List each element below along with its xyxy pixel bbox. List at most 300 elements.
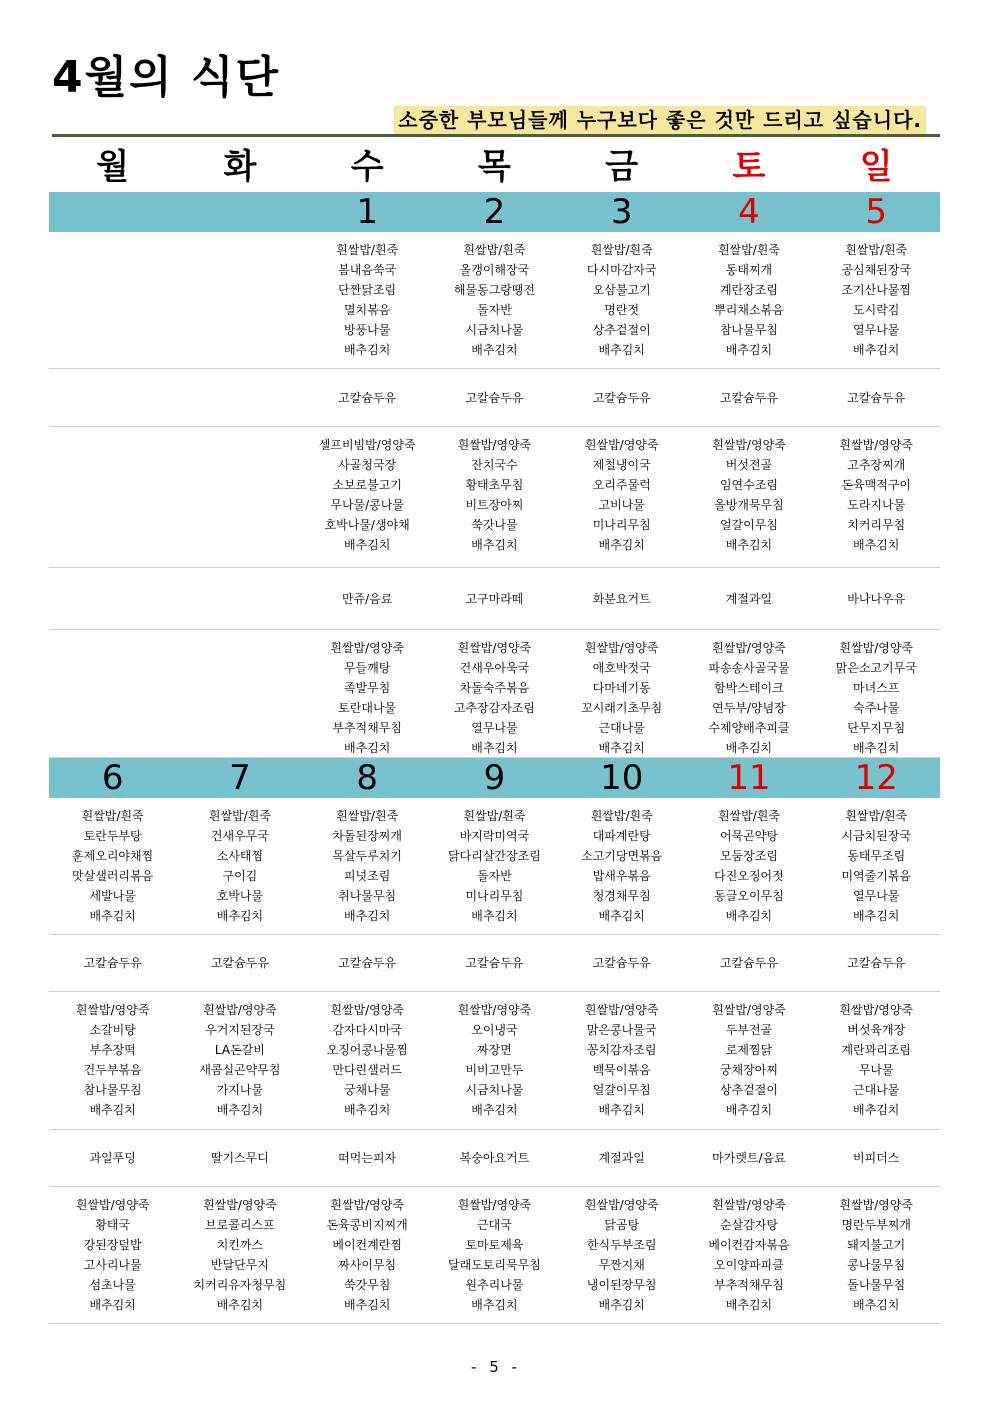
menu-item: 무나물 [858, 1063, 894, 1077]
menu-item: 단무지무침 [847, 721, 906, 735]
menu-item: 모둠장조림 [719, 849, 778, 863]
snack-item: 고칼슘두유 [592, 390, 651, 405]
meal-row [49, 427, 940, 568]
menu-item: 계란장조림 [719, 283, 778, 297]
menu-item: 올방개묵무침 [714, 498, 784, 512]
menu-item: 배추김치 [471, 538, 518, 552]
meal-row [49, 1187, 940, 1324]
menu-item: 잔치국수 [471, 458, 518, 472]
menu-item: 세발나물 [89, 889, 136, 903]
menu-item: 새콤실곤약무침 [199, 1063, 281, 1077]
menu-item: 동태찌개 [725, 263, 773, 277]
date-cell: 5 [865, 192, 888, 232]
menu-item: 흰쌀밥/흰죽 [845, 809, 908, 823]
snack-cell [558, 369, 685, 426]
meal-cell [49, 1000, 176, 1129]
date-cell: 2 [483, 192, 506, 232]
menu-item: 냉이된장무침 [586, 1278, 657, 1292]
menu-item: 짜장면 [477, 1043, 512, 1057]
menu-item: 흰쌀밥/영양죽 [584, 1198, 659, 1212]
menu-item: 소갈비탕 [89, 1023, 136, 1037]
snack-row [49, 935, 940, 992]
meal-cell [813, 1000, 940, 1129]
meal-cell [49, 240, 176, 368]
meal-cell [558, 240, 685, 368]
snack-item: 고칼슘두유 [465, 956, 524, 970]
menu-item: 다시마감자국 [586, 263, 657, 277]
snack-item: 고칼슘두유 [719, 956, 778, 970]
menu-item: 흰쌀밥/영양죽 [457, 1198, 532, 1212]
menu-item: 오삼불고기 [592, 283, 651, 297]
snack-cell [176, 935, 303, 991]
menu-item: 배추김치 [853, 343, 900, 357]
menu-item: 배추김치 [725, 741, 773, 755]
menu-item: 반달단무지 [210, 1258, 269, 1272]
menu-item: 시금치된장국 [841, 829, 911, 843]
menu-item: 셀프비빔밥/영양죽 [318, 438, 416, 452]
snack-cell [49, 369, 176, 426]
meal-row [49, 798, 940, 935]
snack-item: 화분요거트 [592, 591, 651, 606]
snack-item: 고칼슘두유 [338, 390, 397, 405]
menu-item: 돌자반 [477, 869, 512, 883]
menu-item: 치킨까스 [216, 1238, 264, 1252]
weekday-fri: 금 [605, 147, 639, 187]
snack-item: 고칼슘두유 [719, 390, 778, 405]
menu-item: 배추김치 [89, 1298, 136, 1312]
date-cell: 1 [356, 192, 378, 232]
menu-item: 궁채나물 [343, 1083, 391, 1097]
week-1-date-band [49, 192, 940, 232]
snack-item: 비피더스 [853, 1151, 900, 1165]
meal-cell [431, 806, 558, 934]
menu-item: 흰쌀밥/영양죽 [75, 1198, 150, 1212]
menu-item: 버섯육개장 [847, 1023, 906, 1037]
week-1-menu-grid [49, 232, 940, 758]
meal-cell [431, 1195, 558, 1323]
meal-cell [431, 435, 558, 567]
snack-cell [431, 568, 558, 629]
snack-item: 만쥬/음료 [341, 591, 393, 606]
menu-item: 조기산나물찜 [841, 283, 911, 297]
meal-cell [431, 1000, 558, 1129]
menu-item: 한식두부조림 [586, 1238, 657, 1252]
menu-item: 쑥갓나물 [471, 518, 518, 532]
date-cell: 12 [854, 758, 898, 798]
snack-item: 고칼슘두유 [338, 956, 397, 970]
menu-item: 차돌된장찌개 [332, 829, 402, 843]
snack-item: 고구마라떼 [465, 591, 524, 606]
menu-item: 흰쌀밥/영양죽 [839, 438, 914, 452]
menu-item: 도라지나물 [847, 498, 906, 512]
date-cell: 8 [356, 758, 378, 798]
menu-item: 멸치볶음 [343, 303, 391, 317]
weekday-sun: 일 [859, 147, 893, 187]
menu-item: 배추김치 [725, 1103, 773, 1117]
menu-item: 배추김치 [216, 1298, 264, 1312]
snack-item: 과일푸딩 [89, 1151, 136, 1165]
menu-item: 배추김치 [343, 909, 391, 923]
menu-item: 명란젓 [604, 303, 640, 317]
menu-item: 배추김치 [343, 343, 391, 357]
week-2-date-band [49, 758, 940, 798]
meal-cell [685, 1000, 812, 1129]
menu-item: 배추김치 [598, 741, 645, 755]
snack-cell [813, 568, 940, 629]
menu-item: 순살감자탕 [719, 1218, 778, 1232]
menu-item: 부추적채무침 [714, 1278, 784, 1292]
menu-item: 흰쌀밥/흰죽 [336, 809, 399, 823]
menu-item: 돌나물무침 [847, 1278, 906, 1292]
meal-row [49, 630, 940, 758]
menu-item: 어묵곤약탕 [719, 829, 778, 843]
menu-item: 강된장덮밥 [83, 1238, 142, 1252]
menu-item: 시금치나물 [465, 1083, 524, 1097]
menu-item: 배추김치 [89, 1103, 136, 1117]
menu-item: 흰쌀밥/흰죽 [590, 809, 653, 823]
menu-item: 고사리나물 [83, 1258, 142, 1272]
menu-item: 맛살샐러리볶음 [72, 869, 154, 883]
meal-row [49, 992, 940, 1130]
menu-item: 흰쌀밥/흰죽 [463, 809, 526, 823]
menu-item: 흰쌀밥/영양죽 [712, 438, 786, 452]
menu-item: 숙주나물 [853, 701, 900, 715]
menu-item: 건두부볶음 [83, 1063, 142, 1077]
menu-item: 제철냉이국 [592, 458, 651, 472]
menu-item: 피넛조림 [343, 869, 391, 883]
menu-item: 흰쌀밥/영양죽 [712, 1198, 786, 1212]
menu-item: 토마토제육 [465, 1238, 524, 1252]
snack-item: 떠먹는피자 [338, 1151, 397, 1165]
menu-item: 비트장아찌 [465, 498, 524, 512]
menu-item: 흰쌀밥/영양죽 [839, 641, 914, 655]
menu-item: 부추적채무침 [332, 721, 402, 735]
menu-item: 연두부/양념장 [712, 701, 786, 715]
meal-cell [176, 638, 303, 757]
menu-item: 돼지불고기 [847, 1238, 906, 1252]
menu-item: 흰쌀밥/영양죽 [330, 1003, 404, 1017]
menu-item: 동태무조림 [847, 849, 906, 863]
menu-item: 소보로불고기 [332, 478, 402, 492]
menu-item: 돈육맥적구이 [841, 478, 911, 492]
menu-item: 건새우아욱국 [459, 661, 530, 675]
menu-item: 해물동그랑땡전 [453, 283, 535, 297]
menu-item: 흰쌀밥/영양죽 [712, 1003, 786, 1017]
snack-row [49, 369, 940, 427]
snack-row [49, 568, 940, 630]
date-cell: 4 [738, 192, 760, 232]
meal-cell [176, 435, 303, 567]
menu-item: 애호박젓국 [592, 661, 651, 675]
menu-item: 참나물무침 [719, 323, 778, 337]
meal-cell [685, 435, 812, 567]
snack-cell [685, 935, 812, 991]
menu-item: 무나물/콩나물 [330, 498, 404, 512]
menu-item: 소사태찜 [216, 849, 264, 863]
menu-item: 토란대나물 [338, 701, 397, 715]
menu-item: 공심채된장국 [841, 263, 911, 277]
menu-item: 미역줄기볶음 [841, 869, 911, 883]
menu-item: 백묵이볶음 [592, 1063, 651, 1077]
menu-item: 오이냉국 [471, 1023, 518, 1037]
menu-item: 흰쌀밥/영양죽 [584, 641, 659, 655]
meal-cell [558, 1000, 685, 1129]
snack-item: 딸기스무디 [210, 1151, 269, 1165]
menu-item: 고비나물 [598, 498, 645, 512]
page-title: 4월의 식단 [52, 52, 280, 103]
menu-item: 청경채무침 [592, 889, 651, 903]
menu-item: 토란두부탕 [83, 829, 142, 843]
menu-item: 배추김치 [471, 1103, 518, 1117]
menu-item: 가지나물 [216, 1083, 264, 1097]
menu-item: 배추김치 [853, 538, 900, 552]
snack-cell [813, 935, 940, 991]
menu-item: 배추김치 [598, 343, 645, 357]
menu-item: 흰쌀밥/흰죽 [590, 243, 653, 257]
menu-item: 시금치나물 [465, 323, 524, 337]
menu-item: 배추김치 [853, 1103, 900, 1117]
menu-item: 흰쌀밥/영양죽 [457, 438, 532, 452]
weekday-wed: 수 [350, 147, 384, 187]
meal-cell [813, 806, 940, 934]
meal-cell [685, 240, 812, 368]
snack-cell [49, 568, 176, 629]
menu-item: 흰쌀밥/흰죽 [463, 243, 526, 257]
meal-cell [176, 240, 303, 368]
snack-cell [558, 568, 685, 629]
menu-item: 상추겉절이 [592, 323, 651, 337]
menu-item: 열무나물 [853, 889, 900, 903]
date-cell: 7 [229, 758, 251, 798]
date-cell: 6 [101, 758, 124, 798]
menu-item: 달래도토리묵무침 [448, 1258, 541, 1272]
snack-cell [176, 568, 303, 629]
menu-item: 배추김치 [216, 909, 264, 923]
snack-cell [431, 1130, 558, 1186]
date-cell: 10 [600, 758, 644, 798]
menu-item: 마녀스프 [853, 681, 900, 695]
menu-item: LA돈갈비 [214, 1043, 265, 1057]
menu-item: 닭곰탕 [604, 1218, 640, 1232]
menu-item: 흰쌀밥/흰죽 [81, 809, 144, 823]
snack-cell [558, 935, 685, 991]
menu-item: 배추김치 [853, 1298, 900, 1312]
menu-item: 상추겉절이 [719, 1083, 778, 1097]
menu-item: 도시락김 [853, 303, 900, 317]
menu-item: 비비고만두 [465, 1063, 524, 1077]
menu-item: 배추김치 [598, 538, 645, 552]
menu-item: 흰쌀밥/영양죽 [839, 1003, 914, 1017]
menu-item: 궁채장아찌 [719, 1063, 778, 1077]
snack-item: 고칼슘두유 [465, 390, 524, 405]
menu-item: 배추김치 [598, 909, 645, 923]
meal-cell [431, 638, 558, 757]
menu-item: 배추김치 [725, 909, 773, 923]
meal-cell [304, 435, 431, 567]
menu-item: 치커리무침 [847, 518, 906, 532]
menu-item: 고추장감자조림 [453, 701, 535, 715]
page-number: - 5 - [471, 1358, 521, 1376]
menu-item: 버섯전골 [725, 458, 773, 472]
weekday-header [49, 142, 940, 192]
meal-cell [49, 638, 176, 757]
snack-item: 계절과일 [598, 1151, 645, 1165]
date-cell: 3 [610, 192, 633, 232]
menu-item: 배추김치 [725, 343, 773, 357]
menu-item: 부추장떡 [89, 1043, 136, 1057]
menu-item: 열무나물 [471, 721, 518, 735]
menu-item: 흰쌀밥/영양죽 [584, 438, 659, 452]
meal-cell [176, 1000, 303, 1129]
snack-cell [558, 1130, 685, 1186]
menu-item: 배추김치 [216, 1103, 264, 1117]
menu-item: 쑥갓무침 [343, 1278, 391, 1292]
menu-item: 흰쌀밥/흰죽 [717, 809, 780, 823]
snack-cell [304, 369, 431, 426]
meal-cell [813, 240, 940, 368]
menu-item: 흰쌀밥/영양죽 [330, 1198, 404, 1212]
date-cell: 11 [727, 758, 771, 798]
menu-item: 배추김치 [725, 1298, 773, 1312]
menu-item: 로제찜닭 [725, 1043, 773, 1057]
menu-item: 참나물무침 [83, 1083, 142, 1097]
meal-cell [431, 240, 558, 368]
menu-item: 돌자반 [477, 303, 512, 317]
menu-item: 두부전골 [725, 1023, 773, 1037]
menu-item: 꼬시래기초무침 [581, 701, 663, 715]
snack-cell [431, 935, 558, 991]
menu-item: 콩나물무침 [847, 1258, 906, 1272]
menu-item: 배추김치 [343, 741, 391, 755]
menu-item: 흰쌀밥/영양죽 [457, 1003, 532, 1017]
meal-cell [304, 1000, 431, 1129]
meal-cell [176, 806, 303, 934]
menu-item: 배추김치 [471, 1298, 518, 1312]
menu-item: 원추리나물 [465, 1278, 524, 1292]
menu-item: 배추김치 [598, 1103, 645, 1117]
snack-cell [431, 369, 558, 426]
meal-cell [813, 638, 940, 757]
weekday-mon: 월 [96, 147, 130, 187]
snack-cell [813, 1130, 940, 1186]
menu-item: 오이양파피클 [714, 1258, 784, 1272]
weekday-tue: 화 [223, 147, 257, 187]
menu-item: 배추김치 [471, 741, 518, 755]
menu-item: 다마네기동 [592, 681, 651, 695]
menu-item: 무들깨탕 [343, 661, 391, 675]
menu-item: 계란꽈리조림 [841, 1043, 911, 1057]
menu-item: 흰쌀밥/흰죽 [336, 243, 399, 257]
date-cell: 9 [483, 758, 506, 798]
menu-item: 얼갈이무침 [719, 518, 778, 532]
menu-item: 만다린샐러드 [332, 1063, 402, 1077]
menu-item: 흰쌀밥/흰죽 [845, 243, 908, 257]
snack-cell [813, 369, 940, 426]
menu-item: 올갱이해장국 [459, 263, 530, 277]
date-cell [49, 192, 176, 232]
menu-item: 호박나물/생야채 [324, 518, 410, 532]
meal-cell [49, 806, 176, 934]
menu-item: 배추김치 [853, 909, 900, 923]
menu-item: 뿌리채소볶음 [714, 303, 784, 317]
menu-item: 치커리유자청무침 [193, 1278, 287, 1292]
meal-cell [304, 1195, 431, 1323]
menu-item: 베이컨계란찜 [332, 1238, 402, 1252]
snack-cell [176, 1130, 303, 1186]
weekday-thu: 목 [478, 147, 511, 187]
menu-item: 미나리무침 [592, 518, 651, 532]
menu-item: 흰쌀밥/영양죽 [75, 1003, 150, 1017]
menu-item: 배추김치 [725, 538, 773, 552]
weekday-sat: 토 [732, 147, 766, 187]
meal-cell [813, 435, 940, 567]
meal-cell [813, 1195, 940, 1323]
meal-cell [176, 1195, 303, 1323]
meal-cell [49, 435, 176, 567]
menu-item: 황태초무침 [465, 478, 524, 492]
meal-cell [685, 638, 812, 757]
menu-item: 흰쌀밥/영양죽 [330, 641, 404, 655]
menu-item: 흰쌀밥/영양죽 [203, 1003, 277, 1017]
menu-item: 오징어콩나물찜 [326, 1043, 408, 1057]
menu-item: 흰쌀밥/영양죽 [203, 1198, 277, 1212]
menu-item: 대파계란탕 [592, 829, 651, 843]
meal-cell [558, 1195, 685, 1323]
snack-cell [304, 568, 431, 629]
menu-item: 섬초나물 [89, 1278, 136, 1292]
meal-cell [558, 806, 685, 934]
snack-row [49, 1130, 940, 1187]
snack-item: 고칼슘두유 [592, 956, 651, 970]
title-divider [52, 134, 940, 137]
snack-item: 고칼슘두유 [210, 956, 269, 970]
menu-item: 맑은콩나물국 [586, 1023, 657, 1037]
menu-item: 흰쌀밥/영양죽 [839, 1198, 914, 1212]
menu-item: 취나물무침 [338, 889, 397, 903]
menu-item: 밥새우볶음 [592, 869, 651, 883]
menu-item: 단짠닭조림 [338, 283, 397, 297]
snack-cell [685, 369, 812, 426]
snack-item: 고칼슘두유 [847, 390, 906, 405]
menu-item: 흰쌀밥/영양죽 [584, 1003, 659, 1017]
menu-item: 배추김치 [343, 538, 391, 552]
menu-item: 건새우무국 [210, 829, 269, 843]
menu-item: 맑은소고기무국 [835, 661, 917, 675]
menu-item: 명란두부찌개 [841, 1218, 911, 1232]
snack-cell [176, 369, 303, 426]
meal-cell [304, 806, 431, 934]
menu-item: 함박스테이크 [714, 681, 784, 695]
menu-item: 꽁치감자조림 [586, 1043, 657, 1057]
date-cell [176, 192, 303, 232]
snack-item: 마가렛트/음료 [712, 1151, 786, 1165]
snack-cell [685, 568, 812, 629]
snack-item: 고칼슘두유 [847, 956, 906, 970]
menu-item: 근대국 [477, 1218, 512, 1232]
menu-item: 닭다리살간장조림 [448, 849, 541, 863]
menu-item: 미나리무침 [465, 889, 524, 903]
menu-item: 짜사이무침 [338, 1258, 397, 1272]
menu-item: 감자다시마국 [332, 1023, 402, 1037]
menu-item: 고추장찌개 [847, 458, 906, 472]
menu-item: 흰쌀밥/흰죽 [717, 243, 780, 257]
week-2-menu-grid [49, 798, 940, 1324]
menu-item: 황태국 [95, 1218, 131, 1232]
menu-item: 배추김치 [598, 1298, 645, 1312]
menu-item: 배추김치 [471, 343, 518, 357]
menu-item: 베이컨감자볶음 [708, 1238, 790, 1252]
snack-cell [49, 935, 176, 991]
